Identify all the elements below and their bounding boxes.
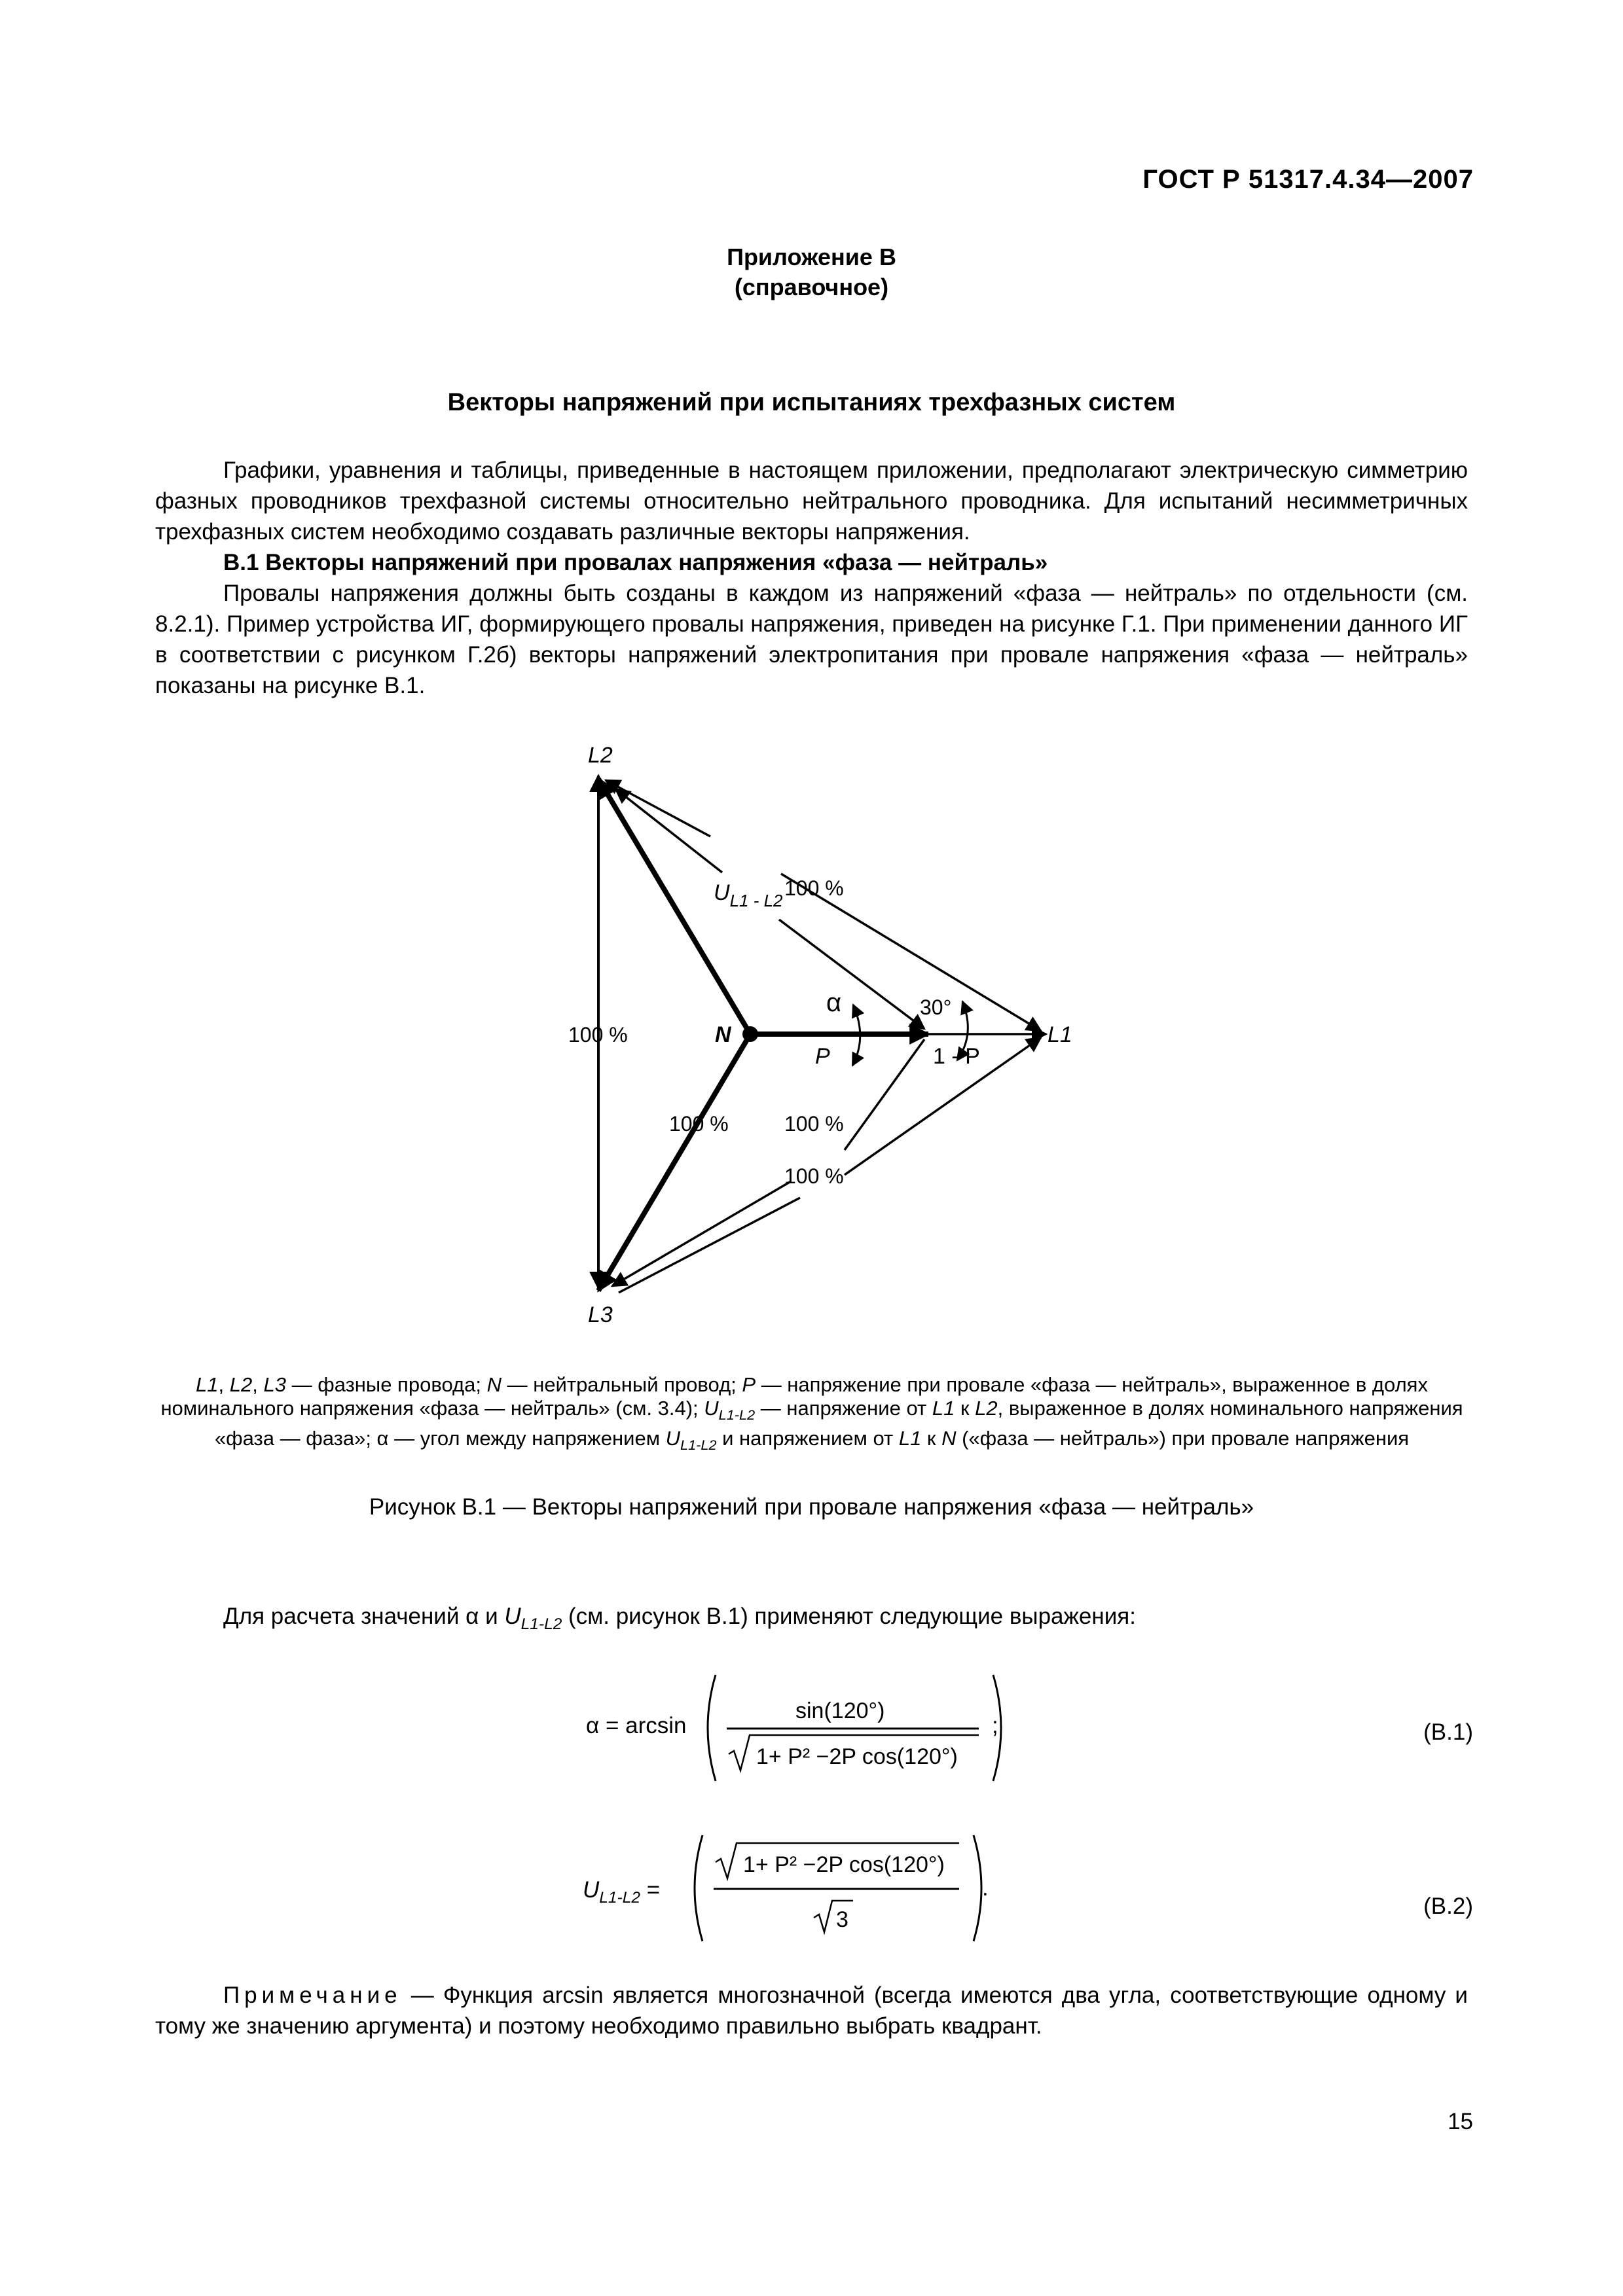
eq2-denominator: 3 [836,1907,848,1932]
label-l2: L2 [588,743,613,768]
note-label: Примечание [223,1982,402,2008]
label-30deg: 30° [920,996,952,1019]
vector-l2-l1-upper [606,780,710,836]
subsection-title: В.1 Векторы напряжений при провалах напряжения «фаза — нейтраль» [223,550,1048,575]
label-u-l1-l2: $U_{L1 - L2}$ [714,880,783,910]
neutral-point [742,1026,758,1042]
eq1-denominator: 1+ P² −2P cos(120°) [756,1744,958,1769]
label-pct-l3-l1: 100 % [784,1164,844,1188]
label-p: P [815,1044,830,1069]
vector-l2-udip-b [779,920,924,1029]
eq2-lhs: $U_{L1-L2}$ = [583,1877,661,1907]
label-pct-l2l3: 100 % [568,1023,628,1047]
label-l1: L1 [1048,1022,1072,1047]
annex-note: (справочное) [734,274,889,300]
eq1-numerator: sin(120°) [795,1698,885,1723]
calc-intro: Для расчета значений α и $U_{L1-L2}$ (см. рисунок В.1) применяют следующие выражения: [223,1604,1136,1633]
label-l3: L3 [588,1302,613,1327]
page-number: 15 [1448,2109,1473,2134]
eq1-number: (В.1) [1423,1719,1473,1745]
label-pct-udip-l3: 100 % [784,1112,844,1136]
eq2-fraction [684,1833,992,1944]
label-pct-l1l2: 100 % [784,876,844,900]
figure-title: Рисунок В.1 — Векторы напряжений при провале напряжения «фаза — нейтраль» [369,1494,1254,1520]
eq1-fraction [697,1672,1012,1784]
vector-l3-l1-a [612,1181,791,1286]
intro-paragraph: Графики, уравнения и таблицы, приведенные в настоящем приложении, предполагают электрическую симметрию фазных проводников трехфазной системы относительно нейтрального проводника. Для испытаний несимметричных трехфазных систем необходимо создавать различные векторы напряжения. [155,457,1468,545]
eq1-lhs: α = arcsin [586,1713,687,1738]
note-text: — Функция arcsin является многозначной (всегда имеются два угла, соответствующие одному и тому же значению аргумента) и поэтому необходимо правильно выбрать квадрант. [155,1982,1468,2039]
figure-caption: L1, L2, L3 — фазные провода; N — нейтральный провод; P — напряжение при провале «фаза — нейтраль», выраженное в долях номинального напряжения «фаза — нейтраль» (см. 3.4); $U_{L1-L2}$ — напряжение от L1 к L2, выраженное в долях номинального напряжения «фаза — фаза»; α — угол между напряжением $U_{L1-L2}$ и напряжением от L1 к N («фаза — нейтраль») при провале напряжения [160,1373,1463,1454]
label-pct-n-l3: 100 % [669,1112,729,1136]
label-n: N [715,1022,731,1047]
eq2-number: (В.2) [1423,1893,1473,1919]
eq2-numerator: 1+ P² −2P cos(120°) [743,1852,945,1877]
label-1-minus-p: 1 - P [933,1044,980,1069]
annex-title: Приложение В [727,243,896,270]
vector-n-l3 [598,1034,750,1291]
eq1-tail: ; [992,1713,998,1738]
section-title: Векторы напряжений при испытаниях трехфазных систем [447,389,1176,416]
note [155,1980,1468,2041]
eq2-tail: . [982,1875,989,1901]
standard-number: ГОСТ Р 51317.4.34—2007 [1142,165,1474,194]
label-alpha: α [826,988,842,1017]
subsection-paragraph: Провалы напряжения должны быть созданы в каждом из напряжений «фаза — нейтраль» по отдельности (см. 8.2.1). Пример устройства ИГ, формирующего провалы напряжения, приведен на рисунке Г.1. При применении данного ИГ в соответствии с рисунком Г.2б) векторы напряжений электропитания при провале напряжения «фаза — нейтраль» показаны на рисунке В.1. [155,581,1468,698]
